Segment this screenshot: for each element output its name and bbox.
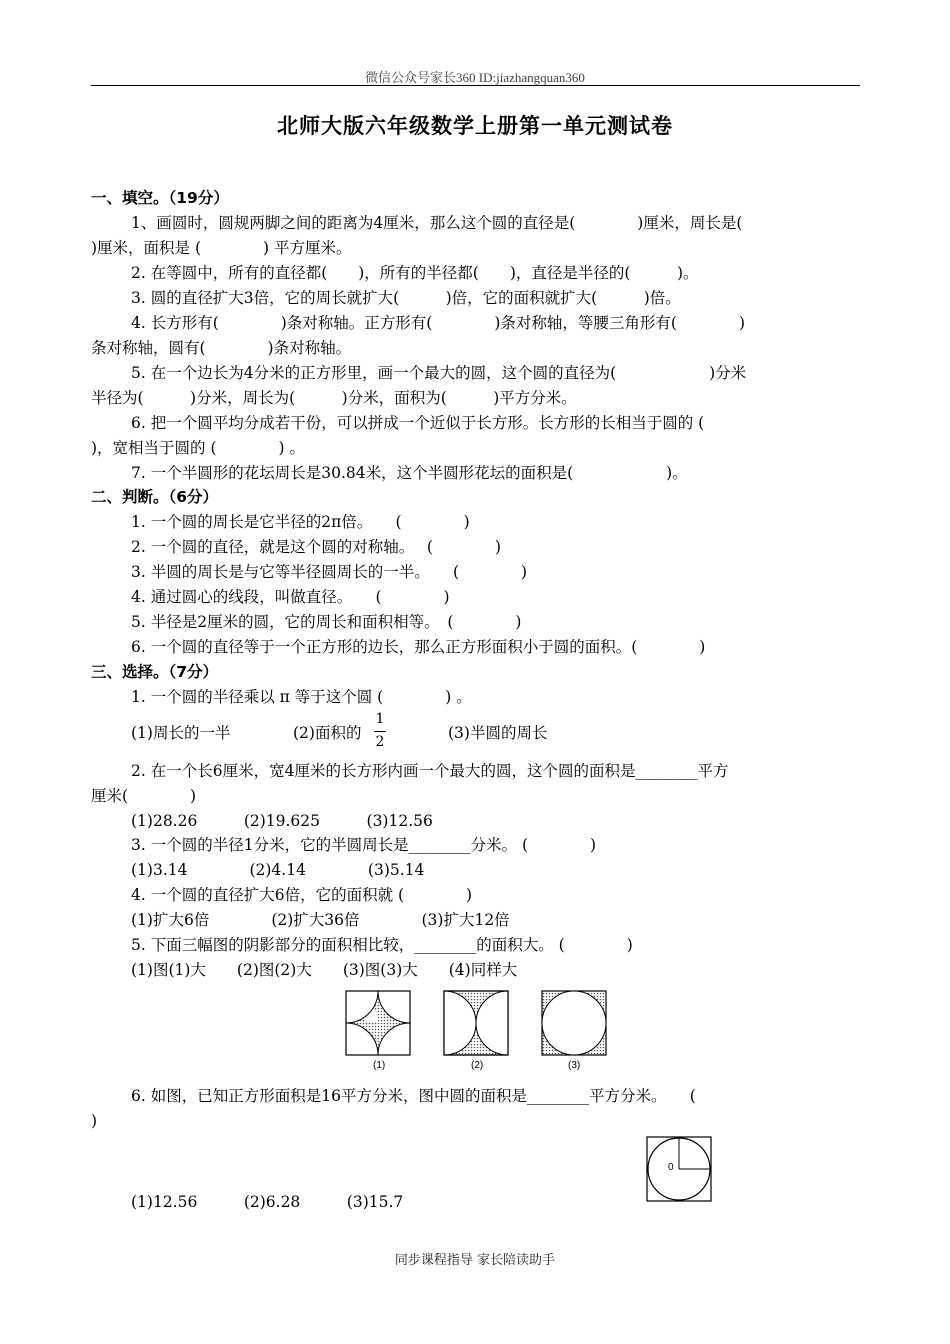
choice-q6-figure xyxy=(645,1135,715,1203)
choice-q1-option3: (3)半圆的周长 xyxy=(448,724,548,742)
choice-q1-option1: (1)周长的一半 xyxy=(131,724,231,742)
fraction-numerator: 1 xyxy=(375,711,385,727)
judge-q6: 6. 一个圆的直径等于一个正方形的边长，那么正方形面积小于圆的面积。( ) xyxy=(131,638,706,656)
choice-q4-options: (1)扩大6倍 (2)扩大36倍 (3)扩大12倍 xyxy=(131,911,510,929)
choice-q1: 1. 一个圆的半径乘以 π 等于这个圆 ( ) 。 xyxy=(131,688,472,706)
figure-2-label: (2) xyxy=(471,1060,484,1071)
judge-q2: 2. 一个圆的直径，就是这个圆的对称轴。 ( ) xyxy=(131,538,501,556)
judge-q5: 5. 半径是2厘米的圆，它的周长和面积相等。 ( ) xyxy=(131,613,522,631)
choice-q6-line1: 6. 如图，已知正方形面积是16平方分米，图中圆的面积是________平方分米。 ( xyxy=(131,1087,696,1105)
fill-q1-line2: )厘米，面积是 ( ) 平方厘米。 xyxy=(91,239,352,257)
figure-1-label: (1) xyxy=(373,1060,386,1071)
choice-q2-options: (1)28.26 (2)19.625 (3)12.56 xyxy=(131,812,433,830)
section-judge-heading: 二、判断。（6分） xyxy=(91,488,219,506)
choice-q3-options: (1)3.14 (2)4.14 (3)5.14 xyxy=(131,861,425,879)
fill-q7: 7. 一个半圆形的花坛周长是30.84米，这个半圆形花坛的面积是( )。 xyxy=(131,464,688,482)
choice-q5: 5. 下面三幅图的阴影部分的面积相比较，________的面积大。 ( ) xyxy=(131,936,633,954)
choice-q2-line1: 2. 在一个长6厘米，宽4厘米的长方形内画一个最大的圆，这个圆的面积是________平方 xyxy=(131,762,729,780)
header-watermark: 微信公众号家长360 ID:jiazhangquan360 xyxy=(365,70,585,85)
fill-q6-line1: 6. 把一个圆平均分成若干份，可以拼成一个近似于长方形。长方形的长相当于圆的 ( xyxy=(131,414,705,432)
fill-q4-line2: 条对称轴，圆有( )条对称轴。 xyxy=(91,339,352,357)
page-title: 北师大版六年级数学上册第一单元测试卷 xyxy=(277,114,673,138)
choice-q3: 3. 一个圆的半径1分米，它的半圆周长是________分米。 ( ) xyxy=(131,836,597,854)
fill-q5-line1: 5. 在一个边长为4分米的正方形里，画一个最大的圆，这个圆的直径为( )分米 xyxy=(131,364,747,382)
choice-q4: 4. 一个圆的直径扩大6倍，它的面积就 ( ) xyxy=(131,886,473,904)
choice-q2-line2: 厘米( ) xyxy=(91,787,197,805)
choice-q1-option2: (2)面积的 xyxy=(293,724,362,742)
choice-q6-options: (1)12.56 (2)6.28 (3)15.7 xyxy=(131,1193,404,1211)
section-fill-heading: 一、填空。（19分） xyxy=(91,189,229,207)
fill-q6-line2: )，宽相当于圆的 ( ) 。 xyxy=(91,439,305,457)
figure-3-label: (3) xyxy=(568,1060,581,1071)
section-choice-heading: 三、选择。（7分） xyxy=(91,663,219,681)
fill-q2: 2. 在等圆中，所有的直径都( )，所有的半径都( )，直径是半径的( )。 xyxy=(131,264,699,282)
figure-1 xyxy=(338,986,451,1076)
header-divider xyxy=(91,85,860,86)
fraction-denominator: 2 xyxy=(375,734,385,750)
figure-3 xyxy=(542,991,606,1055)
judge-q4: 4. 通过圆心的线段，叫做直径。 ( ) xyxy=(131,588,450,606)
fill-q5-line2: 半径为( )分米，周长为( )分米，面积为( )平方分米。 xyxy=(91,389,577,407)
footer-text: 同步课程指导 家长陪读助手 xyxy=(394,1253,556,1268)
fill-q1-line1: 1、画圆时，圆规两脚之间的距离为4厘米，那么这个圆的直径是( )厘米，周长是( xyxy=(131,214,743,232)
judge-q3: 3. 半圆的周长是与它等半径圆周长的一半。 ( ) xyxy=(131,563,528,581)
choice-q5-options: (1)图(1)大 (2)图(2)大 (3)图(3)大 (4)同样大 xyxy=(131,961,518,979)
fill-q4-line1: 4. 长方形有( )条对称轴。正方形有( )条对称轴，等腰三角形有( ) xyxy=(131,314,746,332)
judge-q1: 1. 一个圆的周长是它半径的2π倍。 ( ) xyxy=(131,513,470,531)
fraction-bar xyxy=(374,731,386,732)
figure-2 xyxy=(444,991,508,1055)
circle-center-label: 0 xyxy=(668,1162,674,1173)
fill-q3: 3. 圆的直径扩大3倍，它的周长就扩大( )倍，它的面积就扩大( )倍。 xyxy=(131,289,681,307)
choice-q6-line2: ) xyxy=(91,1112,98,1130)
